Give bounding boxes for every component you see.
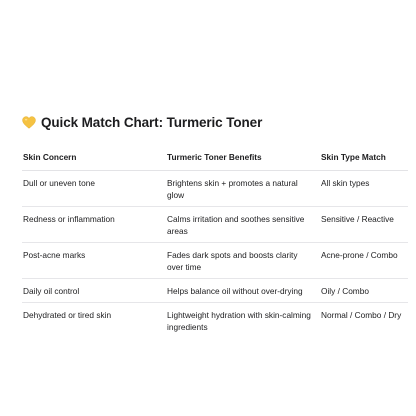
header-skin-concern: Skin Concern: [22, 149, 166, 171]
yellow-heart-icon: [22, 116, 36, 129]
cell-skin-type-match: Normal / Combo / Dry: [321, 310, 402, 320]
cell-skin-concern: Dull or uneven tone: [22, 171, 166, 207]
table-row: [22, 207, 408, 243]
cell-skin-concern: Daily oil control: [22, 279, 166, 303]
cell-skin-type-match: Acne-prone / Combo: [320, 243, 408, 279]
content: [22, 113, 408, 338]
match-table: [22, 149, 408, 338]
title-row: [22, 113, 408, 131]
cell-skin-concern: Redness or inflammation: [22, 207, 166, 243]
cell-toner-benefits: Calms irritation and soothes sensitive areas: [166, 207, 320, 243]
header-skin-type-match: Skin Type Match: [320, 149, 408, 171]
table-row: [22, 303, 408, 339]
page-title: Quick Match Chart: Turmeric Toner: [41, 114, 263, 130]
cell-toner-benefits: Helps balance oil without over-drying: [166, 279, 320, 303]
table-header-row: [22, 149, 408, 171]
header-toner-benefits: Turmeric Toner Benefits: [166, 149, 320, 171]
cell-toner-benefits: Fades dark spots and boosts clarity over time: [166, 243, 320, 279]
cell-toner-benefits: Lightweight hydration with skin-calming ingredients: [167, 310, 311, 332]
cell-toner-benefits: Brightens skin + promotes a natural glow: [166, 171, 320, 207]
cell-skin-type-match: Sensitive / Reactive: [320, 207, 408, 243]
table-row: [22, 243, 408, 279]
table-row: [22, 171, 408, 207]
cell-skin-concern: Dehydrated or tired skin: [23, 310, 112, 320]
cell-skin-type-match: All skin types: [320, 171, 408, 207]
table-row: [22, 279, 408, 303]
cell-skin-concern: Post-acne marks: [22, 243, 166, 279]
cell-skin-type-match: Oily / Combo: [320, 279, 408, 303]
